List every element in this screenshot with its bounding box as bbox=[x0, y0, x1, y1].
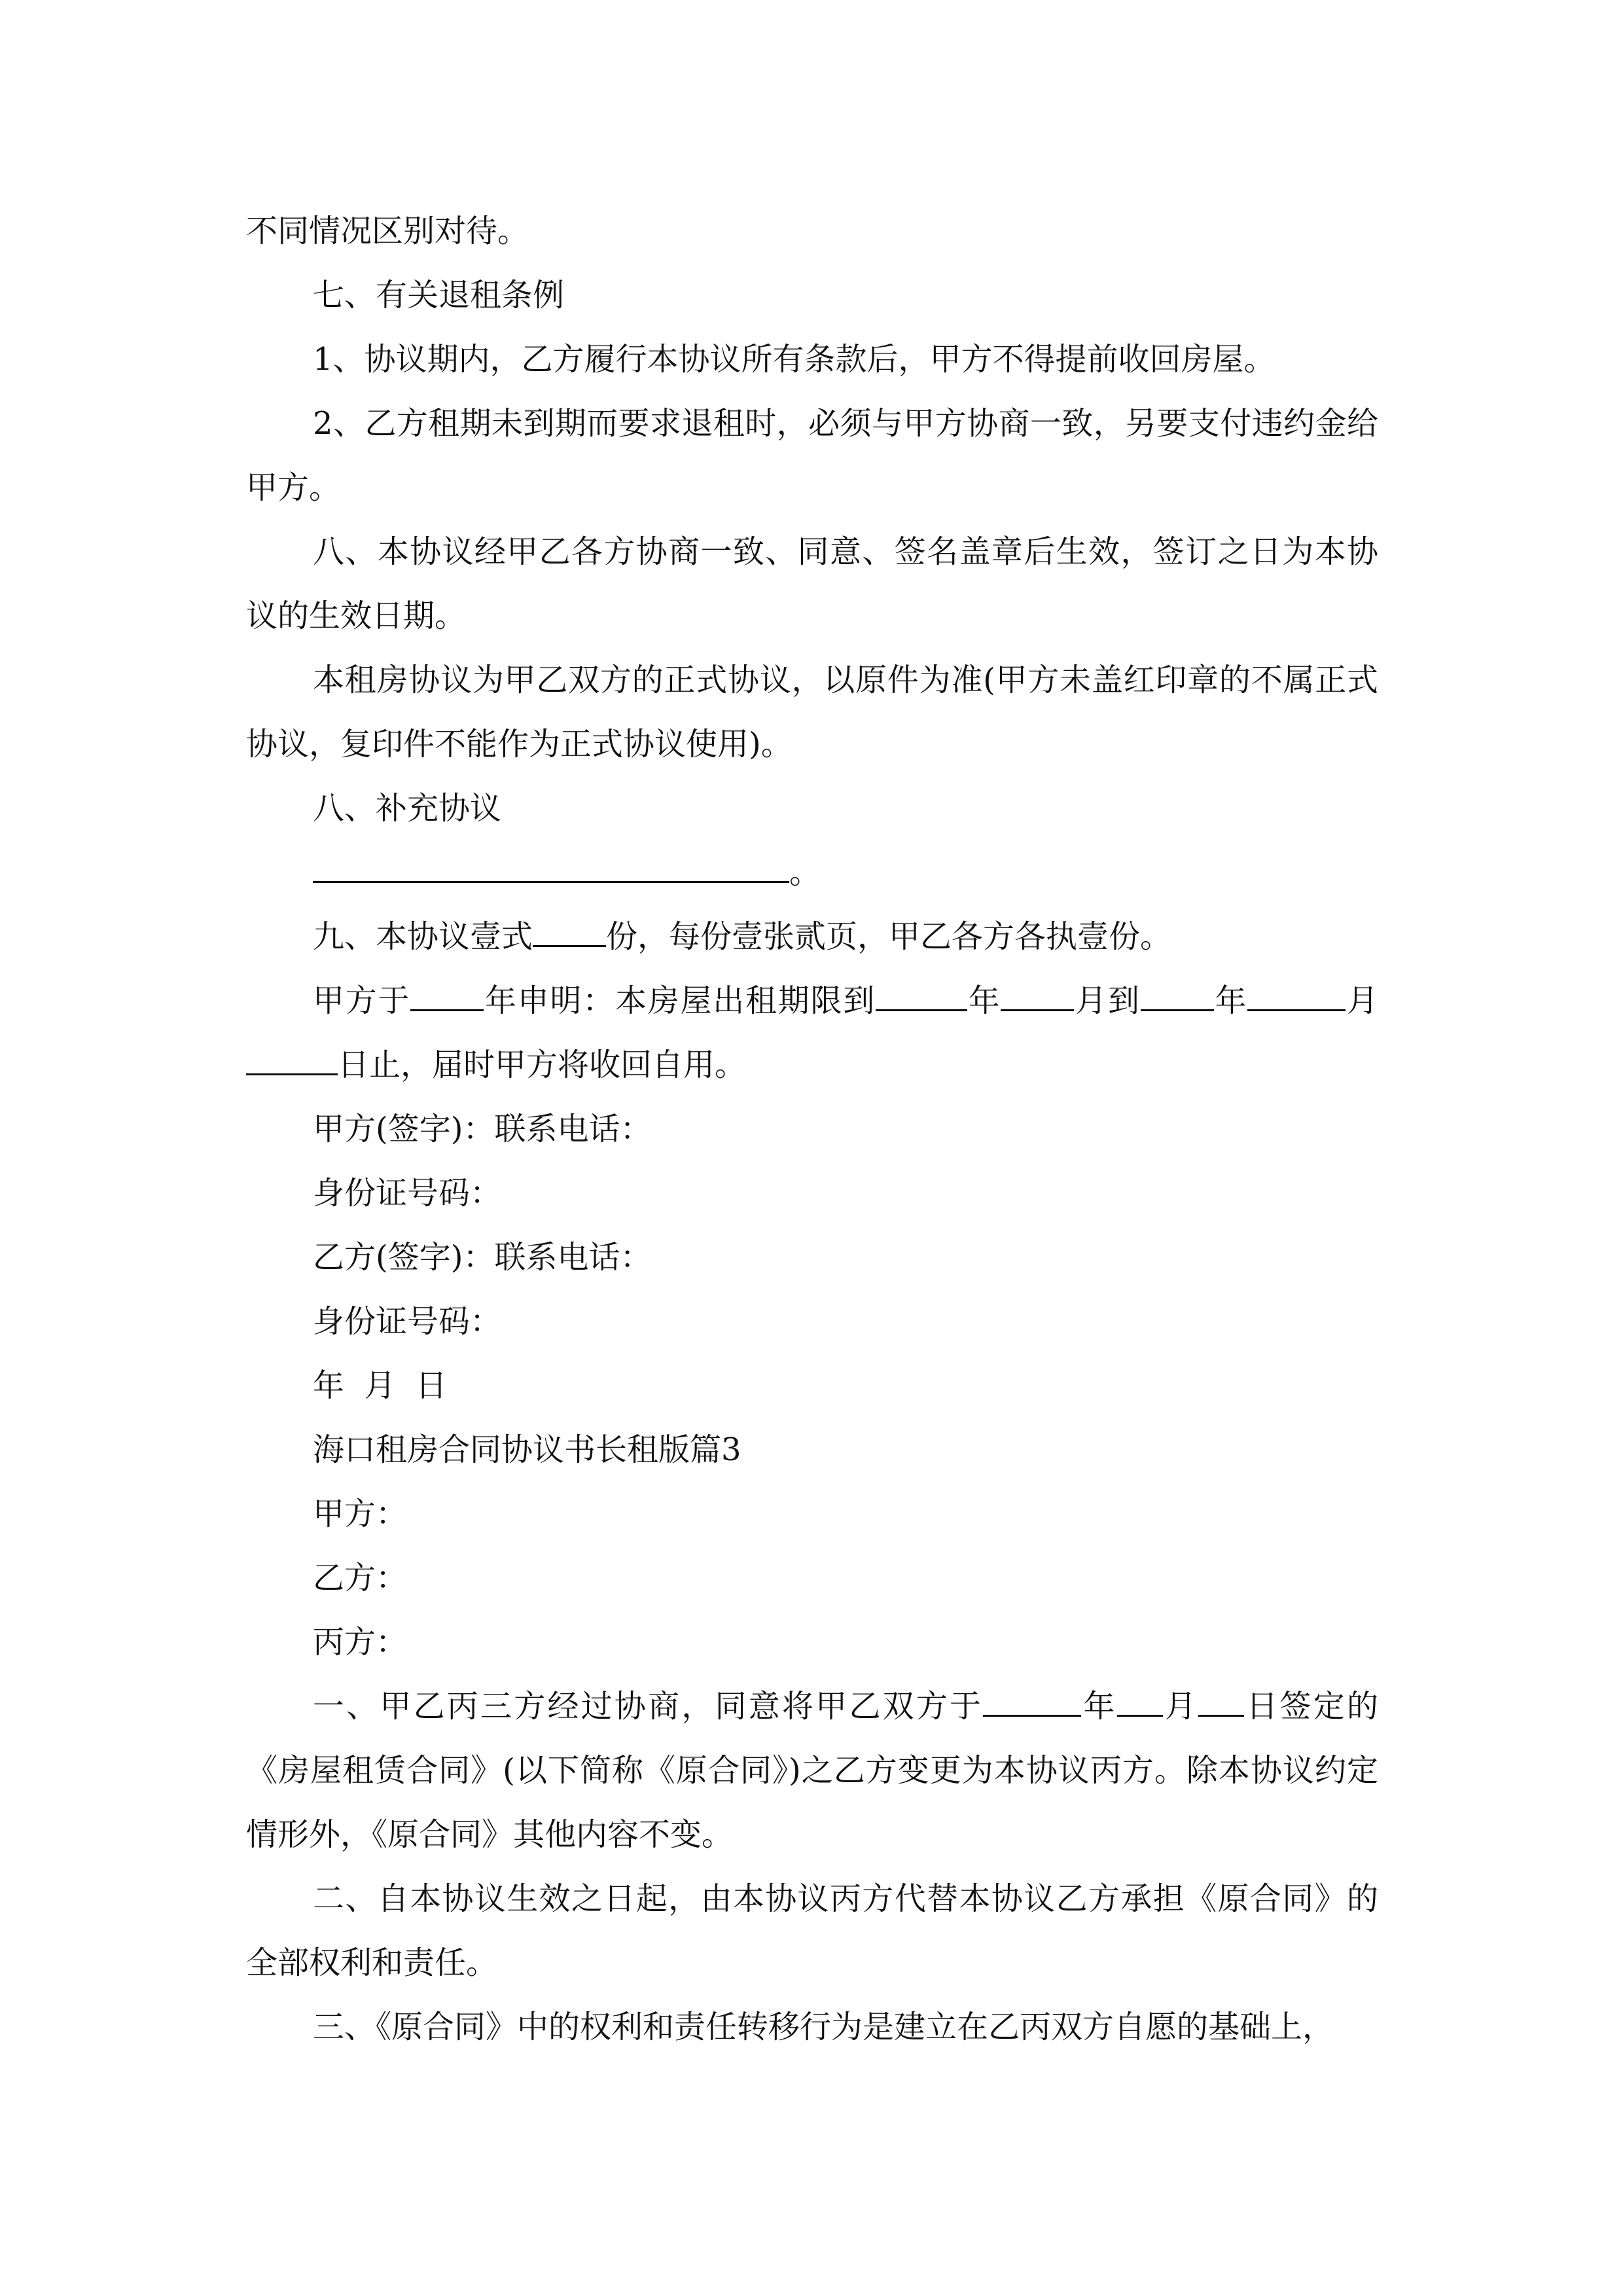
text-fragment: 年 bbox=[1081, 1688, 1117, 1725]
party-b-signature bbox=[246, 1225, 1378, 1289]
party-a-label bbox=[246, 1482, 1378, 1546]
party-c-label bbox=[246, 1610, 1378, 1674]
clause-7-1 bbox=[246, 327, 1378, 391]
date-label: 年 月 日 bbox=[313, 1367, 448, 1404]
party-label: 乙方： bbox=[313, 1560, 408, 1596]
month-blank[interactable] bbox=[1117, 1685, 1163, 1717]
month-blank[interactable] bbox=[1001, 979, 1074, 1011]
text-fragment: 年申明：本房屋出租期限到 bbox=[484, 982, 876, 1019]
clause-text: 二、自本协议生效之日起，由本协议丙方代替本协议乙方承担《原合同》的全部权利和责任。 bbox=[246, 1880, 1378, 1981]
supplement-blank-line bbox=[246, 840, 1378, 905]
party-label: 丙方： bbox=[313, 1624, 408, 1660]
year-blank[interactable] bbox=[983, 1685, 1081, 1717]
text-line: 不同情况区别对待。 bbox=[246, 213, 529, 249]
text-fragment: 日签定的《房屋租赁合同》(以下简称《原合同》)之乙方变更为本协议丙方。除本协议约定情形外，《原合同》其他内容不变。 bbox=[246, 1688, 1378, 1853]
clause-text: 八、本协议经甲乙各方协商一致、同意、签名盖章后生效，签订之日为本协议的生效日期。 bbox=[246, 533, 1378, 634]
year-blank[interactable] bbox=[410, 979, 484, 1011]
formal-agreement-note bbox=[246, 648, 1378, 776]
copies-blank[interactable] bbox=[533, 915, 606, 947]
clause-3-2 bbox=[246, 1867, 1378, 1995]
clause-text: 2、乙方租期未到期而要求退租时，必须与甲方协商一致，另要支付违约金给甲方。 bbox=[246, 405, 1378, 506]
party-a-signature bbox=[246, 1097, 1378, 1161]
text-fragment: 份，每份壹张贰页，甲乙各方各执壹份。 bbox=[606, 918, 1172, 955]
signature-label: 甲方(签字)：联系电话： bbox=[313, 1111, 652, 1147]
id-label: 身份证号码： bbox=[313, 1175, 502, 1211]
section-heading-7 bbox=[246, 263, 1378, 327]
year-blank[interactable] bbox=[876, 979, 967, 1011]
text-fragment: 月 bbox=[1162, 1688, 1199, 1725]
clause-7-2 bbox=[246, 391, 1378, 520]
fill-in-blank[interactable] bbox=[313, 851, 789, 883]
text-fragment: 一、甲乙丙三方经过协商，同意将甲乙双方于 bbox=[313, 1688, 984, 1725]
paragraph-continuation bbox=[246, 199, 1378, 263]
clause-text: 三、《原合同》中的权利和责任转移行为是建立在乙丙双方自愿的基础上， bbox=[313, 2009, 1334, 2045]
month-blank[interactable] bbox=[1247, 979, 1346, 1011]
clause-text: 本租房协议为甲乙双方的正式协议，以原件为准(甲方未盖红印章的不属正式协议，复印件不能作为正式协议使用)。 bbox=[246, 662, 1378, 762]
id-label: 身份证号码： bbox=[313, 1303, 502, 1340]
section-9-copies bbox=[246, 905, 1378, 969]
party-b-label bbox=[246, 1546, 1378, 1610]
party-label: 甲方： bbox=[313, 1496, 408, 1532]
period-mark: 。 bbox=[789, 854, 821, 891]
day-blank[interactable] bbox=[1198, 1685, 1244, 1717]
heading-text: 七、有关退租条例 bbox=[313, 277, 565, 314]
section-heading-supplement bbox=[246, 776, 1378, 840]
heading-text: 八、补充协议 bbox=[313, 790, 502, 827]
date-line bbox=[246, 1354, 1378, 1418]
party-b-id-number bbox=[246, 1289, 1378, 1354]
year-blank[interactable] bbox=[1141, 979, 1214, 1011]
clause-3-1 bbox=[246, 1674, 1378, 1867]
clause-3-3 bbox=[246, 1995, 1378, 2059]
lease-term-statement bbox=[246, 969, 1378, 1097]
party-a-id-number bbox=[246, 1161, 1378, 1225]
section-title: 海口租房合同协议书长租版篇3 bbox=[313, 1431, 741, 1468]
text-fragment: 甲方于 bbox=[313, 982, 411, 1019]
section-8-effective bbox=[246, 520, 1378, 648]
text-fragment: 月 bbox=[1346, 982, 1378, 1019]
day-blank[interactable] bbox=[246, 1043, 338, 1075]
section-title-part-3 bbox=[246, 1418, 1378, 1482]
text-fragment: 月到 bbox=[1074, 982, 1141, 1019]
text-fragment: 年 bbox=[1213, 982, 1248, 1019]
signature-label: 乙方(签字)：联系电话： bbox=[313, 1239, 652, 1276]
text-fragment: 年 bbox=[967, 982, 1001, 1019]
document-body bbox=[246, 199, 1378, 2059]
text-fragment: 日止，届时甲方将收回自用。 bbox=[338, 1047, 747, 1083]
clause-text: 1、协议期内，乙方履行本协议所有条款后，甲方不得提前收回房屋。 bbox=[313, 341, 1275, 378]
text-fragment: 九、本协议壹式 bbox=[313, 918, 533, 955]
